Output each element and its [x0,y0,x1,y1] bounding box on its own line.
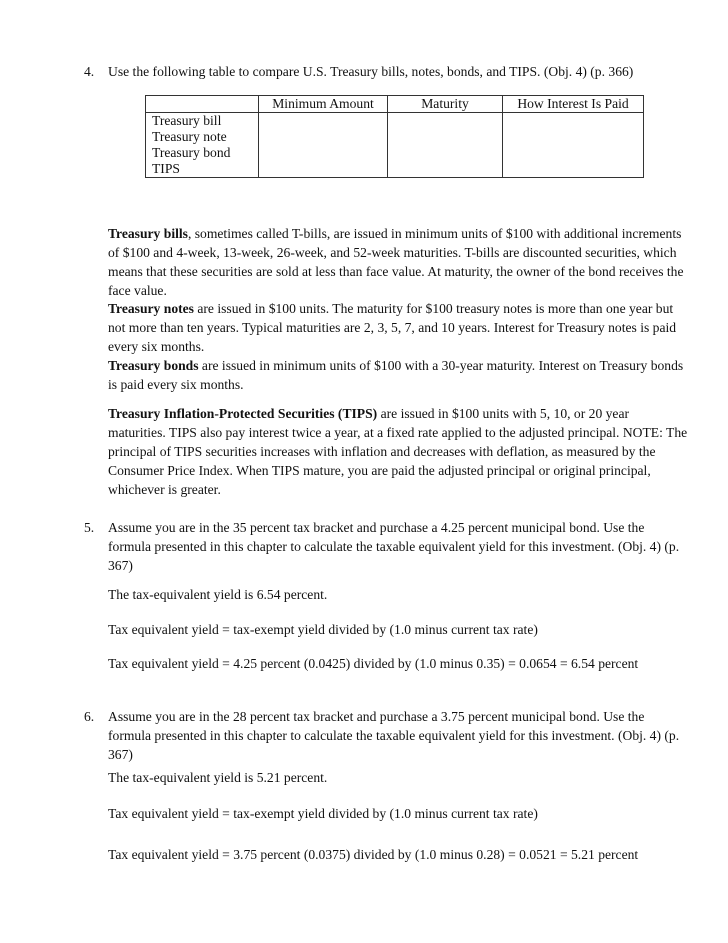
table-row [146,145,644,161]
table-cell [503,129,644,145]
question-5 [84,518,684,575]
answer-tips [108,404,688,499]
table-cell [259,129,388,145]
table-row [146,161,644,178]
table-cell [503,145,644,161]
table-cell [259,113,388,130]
question-number: 5. [84,520,95,535]
comparison-table [145,95,644,178]
definition: are issued in $100 units with 5, 10, or 20 year maturities. TIPS also pay interest twice a year, at a fixed rate applied to the adjusted principal. NOTE: The principal of TIPS securities increases with inflation and decreases with deflation, as measured by the Consumer Price Index. When TIPS mature, you are paid the adjusted principal or original principal, whichever is greater. [108,406,688,497]
term: Treasury bonds [108,358,199,373]
calculation: Tax equivalent yield = 4.25 percent (0.0425) divided by (1.0 minus 0.35) = 0.0654 = 6.54 percent [108,656,639,671]
answer-bills [108,224,688,300]
definition: , sometimes called T-bills, are issued in minimum units of $100 with additional increments of $100 and 4-week, 13-week, 26-week, and 52-week maturities. T-bills are discounted securities, which means that these securities are sold at less than face value. At maturity, the owner of the bond receives the face value. [108,226,684,298]
answer-statement: The tax-equivalent yield is 6.54 percent. [108,587,328,602]
question-text: Assume you are in the 35 percent tax bracket and purchase a 4.25 percent municipal bond. Use the formula presented in this chapter to calculate the taxable equivalent yield for this investment. (Obj. 4) (p. 367) [108,520,680,573]
table-header-cell: How Interest Is Paid [503,96,644,113]
table-cell [388,145,503,161]
table-cell [388,113,503,130]
question-6 [84,707,684,764]
table-header-cell [146,96,259,113]
row-label: Treasury bond [146,145,259,161]
question-text: Assume you are in the 28 percent tax bracket and purchase a 3.75 percent municipal bond. Use the formula presented in this chapter to calculate the taxable equivalent yield for this investment. (Obj. 4) (p. 367) [108,709,680,762]
table-header-cell: Maturity [388,96,503,113]
row-label: Treasury bill [146,113,259,130]
row-label: TIPS [146,161,259,178]
table-cell [388,161,503,178]
question-4 [84,62,684,81]
definition: are issued in minimum units of $100 with a 30-year maturity. Interest on Treasury bonds is paid every six months. [108,358,684,392]
table-header-row [146,96,644,113]
definition: are issued in $100 units. The maturity for $100 treasury notes is more than one year but not more than ten years. Typical maturities are 2, 3, 5, 7, and 10 years. Interest for Treasury notes is paid every six months. [108,301,677,354]
calculation: Tax equivalent yield = 3.75 percent (0.0375) divided by (1.0 minus 0.28) = 0.0521 = 5.21 percent [108,847,639,862]
table-cell [259,145,388,161]
term: Treasury Inflation-Protected Securities (TIPS) [108,406,378,421]
answer-notes [108,299,688,356]
formula: Tax equivalent yield = tax-exempt yield divided by (1.0 minus current tax rate) [108,622,538,637]
term: Treasury bills [108,226,188,241]
question-number: 4. [84,64,95,79]
question-text: Use the following table to compare U.S. Treasury bills, notes, bonds, and TIPS. (Obj. 4) (p. 366) [108,64,634,79]
table-row [146,113,644,130]
term: Treasury notes [108,301,194,316]
question-number: 6. [84,709,95,724]
table-cell [388,129,503,145]
formula: Tax equivalent yield = tax-exempt yield divided by (1.0 minus current tax rate) [108,806,538,821]
answer-bonds [108,356,688,394]
table-row [146,129,644,145]
table-header-cell: Minimum Amount [259,96,388,113]
table-cell [503,113,644,130]
answer-statement: The tax-equivalent yield is 5.21 percent. [108,770,328,785]
row-label: Treasury note [146,129,259,145]
table-cell [503,161,644,178]
table-cell [259,161,388,178]
